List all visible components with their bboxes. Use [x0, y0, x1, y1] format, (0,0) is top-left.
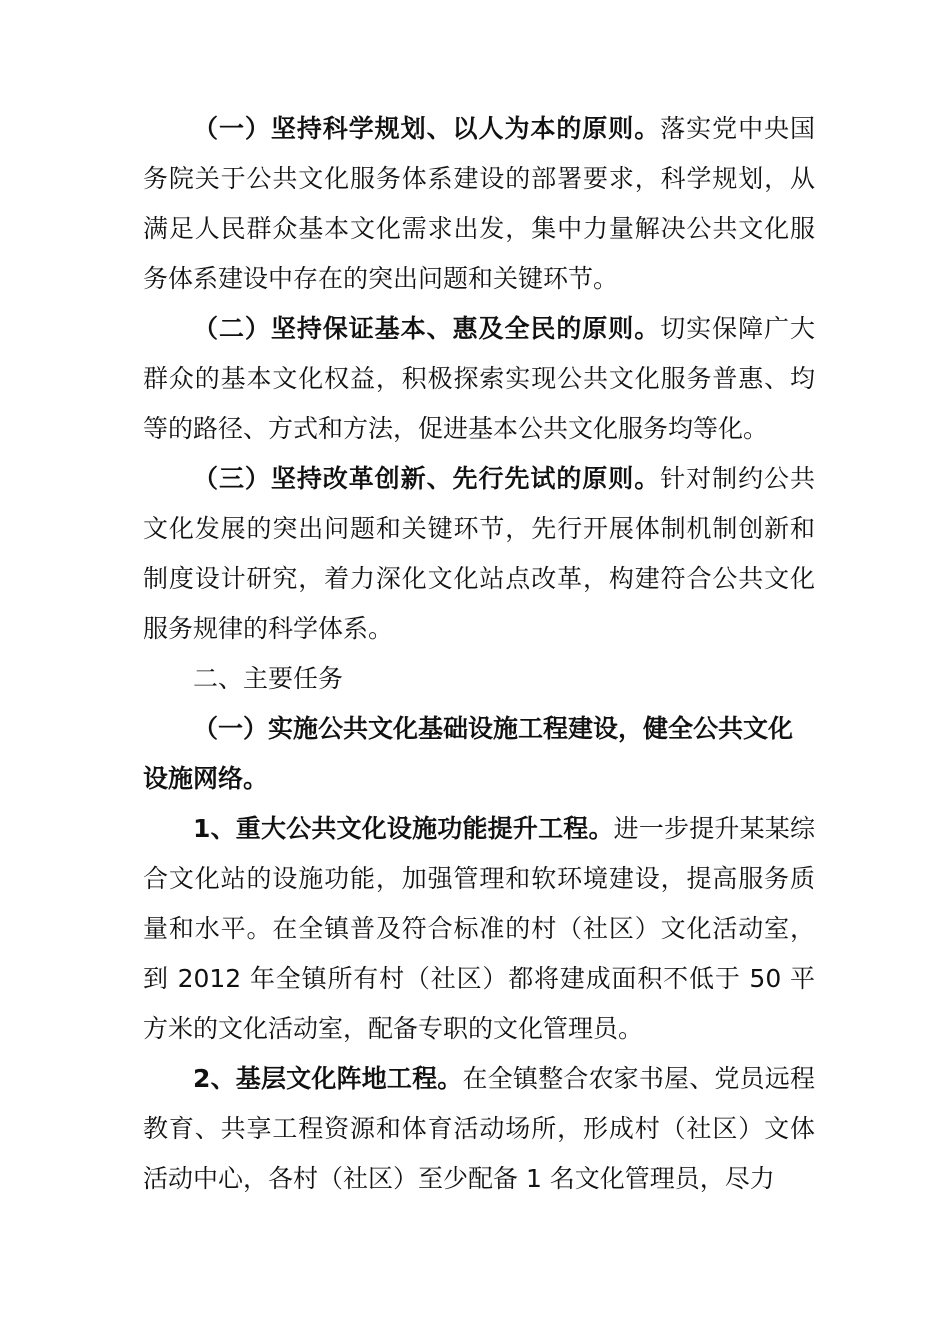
paragraph-text: 在全镇整合农家书屋、党员远程教育、共享工程资源和体育活动场所，形成村（社区）文体活动中心，各村（社区）至少配备 1 名文化管理员，尽力 — [143, 1064, 815, 1193]
paragraph-text: 针对制约公共文化发展的突出问题和关键环节，先行开展体制机制创新和制度设计研究，着力深化文化站点改革，构建符合公共文化服务规律的科学体系。 — [143, 464, 815, 643]
paragraph-principle-3 — [143, 454, 815, 654]
paragraph-principle-2 — [143, 304, 815, 454]
paragraph-task-2 — [143, 1054, 815, 1204]
section-heading-text: 二、主要任务 — [193, 664, 344, 693]
paragraph-lead: 2、基层文化阵地工程。 — [193, 1064, 463, 1093]
paragraph-task-1 — [143, 804, 815, 1054]
document-body — [143, 104, 815, 1204]
paragraph-lead: （一）坚持科学规划、以人为本的原则。 — [193, 114, 661, 143]
paragraph-lead: （二）坚持保证基本、惠及全民的原则。 — [193, 314, 661, 343]
subsection-heading-text: （一）实施公共文化基础设施工程建设，健全公共文化设施网络。 — [143, 714, 794, 793]
paragraph-text: 进一步提升某某综合文化站的设施功能，加强管理和软环境建设，提高服务质量和水平。在全镇普及符合标准的村（社区）文化活动室，到 2012 年全镇所有村（社区）都将建成面积不低于 50 平方米的文化活动室，配备专职的文化管理员。 — [143, 814, 815, 1043]
subsection-heading-infrastructure — [143, 704, 815, 804]
paragraph-text: 落实党中央国务院关于公共文化服务体系建设的部署要求，科学规划，从满足人民群众基本文化需求出发，集中力量解决公共文化服务体系建设中存在的突出问题和关键环节。 — [143, 114, 815, 293]
paragraph-principle-1 — [143, 104, 815, 304]
paragraph-lead: 1、重大公共文化设施功能提升工程。 — [193, 814, 614, 843]
paragraph-lead: （三）坚持改革创新、先行先试的原则。 — [193, 464, 661, 493]
paragraph-text: 切实保障广大群众的基本文化权益，积极探索实现公共文化服务普惠、均等的路径、方式和方法，促进基本公共文化服务均等化。 — [143, 314, 815, 443]
section-heading-main-tasks — [143, 654, 815, 704]
